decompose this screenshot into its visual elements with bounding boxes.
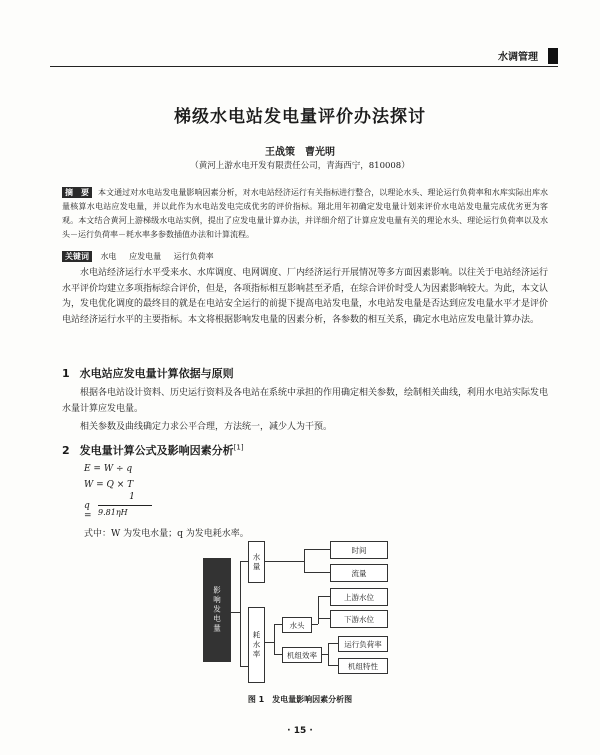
section-1-paragraph: 根据各电站设计资料、历史运行资料及各电站在系统中承担的作用确定相关参数，绘制相关曲线，利用水电站实际发电水量计算应发电量。 [62,388,549,414]
connector [318,596,319,618]
formula-energy: E = W ÷ q [84,464,133,474]
running-header [50,44,558,67]
connector [318,618,330,619]
connector [264,642,274,643]
connector [304,572,330,573]
formula-note: 式中：W 为发电水量；q 为发电耗水率。 [84,529,249,539]
citation: [1] [233,443,244,452]
rate-node: 耗水率 [248,607,265,683]
connector [230,612,240,613]
connector [304,549,330,550]
keyword: 应发电量 [129,252,162,261]
page-number: · 15 · [287,726,313,736]
connector [240,561,241,666]
connector [274,624,282,625]
connector [240,666,248,667]
head-node: 水头 [282,617,312,633]
figure-title: 发电量影响因素分析图 [272,695,353,704]
abstract-label: 摘 要 [62,187,92,198]
header-marker [548,48,558,64]
figure-caption [0,694,600,705]
formula-denominator: 9.81ηH [98,508,128,517]
section-1-paragraph: 相关参数及曲线确定力求公平合理，方法统一，减少人为干预。 [80,422,333,432]
connector [328,665,338,666]
unit-characteristic-node: 机组特性 [338,658,388,674]
section-1-heading [62,365,234,381]
root-node: 影响发电量 [203,558,231,662]
load-rate-node: 运行负荷率 [338,636,388,652]
downstream-node: 下游水位 [330,610,388,628]
connector [328,643,338,644]
formula-water: W = Q × T [84,480,134,490]
section-label: 水调管理 [498,52,538,63]
water-node: 水量 [248,541,265,583]
figure-number: 图 1 [247,695,265,704]
affiliation: （黄河上游水电开发有限责任公司，青海西宁，810008） [190,161,410,171]
section-2-heading [62,442,244,458]
keywords [62,250,548,264]
section-number: 1 [62,367,70,380]
formula-numerator: 1 [129,492,135,502]
keyword: 运行负荷率 [173,252,214,261]
connector [274,624,275,654]
formula-lhs: q = [84,501,92,521]
section-number: 2 [62,444,70,457]
connector [274,654,282,655]
intro-paragraph: 水电站经济运行水平受来水、水库调度、电网调度、厂内经济运行开展情况等多方面因素影响。以往关于电站经济运行水平评价均建立多项指标综合评价，但是，各项指标相互影响甚至矛盾，在综合评价时受人为因素影响较大。为此，本文认为，发电优化调度的最终目的就是在电站安全运行的前提下提高电站发电量，水电站发电量是否达到应发电量水平才是评价电站经济运行水平的主要指标。本文将根据影响发电量的因素分析，各参数的相互关系，确定水电站应发电量计算办法。 [62,268,549,325]
connector [304,549,305,572]
section-title: 水电站应发电量计算依据与原则 [79,367,234,380]
upstream-node: 上游水位 [330,588,388,606]
keyword: 水电 [100,252,117,261]
time-node: 时间 [330,541,388,559]
abstract [62,186,548,242]
section-title: 发电量计算公式及影响因素分析 [79,444,234,457]
connector [318,618,319,624]
connector [240,561,248,562]
paper-title: 梯级水电站发电量评价办法探讨 [174,107,426,127]
keywords-label: 关键词 [62,251,92,262]
unit-efficiency-node: 机组效率 [282,647,322,663]
connector [328,643,329,665]
connector [264,561,304,562]
flow-node: 流量 [330,564,388,582]
abstract-text: 本文通过对水电站发电量影响因素分析，对水电站经济运行有关指标进行整合，以理论水头、理论运行负荷率和水库实际出库水量核算水电站应发电量，并以此作为水电站发电完成优劣的评价指标。翔北用年初确定发电量计划来评价水电站发电量完成优劣更为客观。本文结合黄河上游梯级水电站实例，提出了应发电量计算办法，并详细介绍了计算应发电量有关的理论水头、理论运行负荷率以及水头－运行负荷率－耗水率多参数插值办法和计算流程。 [62,188,548,239]
authors: 王战策 曹光明 [265,147,335,158]
fraction-bar [98,505,152,506]
connector [318,596,330,597]
